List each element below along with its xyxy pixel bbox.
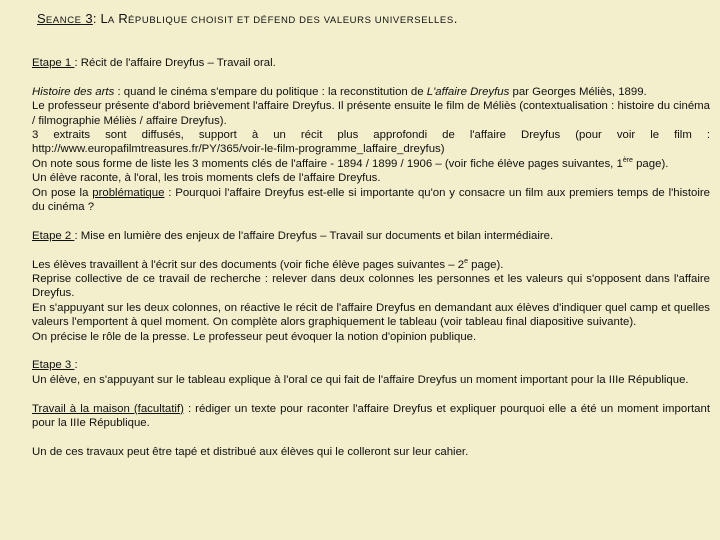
title-s-initial: S bbox=[37, 11, 46, 26]
etape2-label: Etape 2 bbox=[32, 229, 75, 242]
film-title: L'affaire Dreyfus bbox=[426, 85, 510, 98]
etape3-paragraph: Un élève, en s'appuyant sur le tableau explique à l'oral ce qui fait de l'affaire Dreyfus un moment important pour la IIIe République. bbox=[32, 373, 689, 386]
title-r-rest: ÉPUBLIQUE CHOISIT ET DÉFEND DES VALEURS UNIVERSELLES bbox=[128, 15, 454, 26]
etape1-text: : Récit de l'affaire Dreyfus – Travail oral. bbox=[74, 57, 276, 69]
etape2-paragraph: On précise le rôle de la presse. Le professeur peut évoquer la notion d'opinion publique. bbox=[32, 330, 477, 343]
moments-text: On note sous forme de liste les 3 moments clés de l'affaire - 1894 / 1899 / 1906 – (voir fiche élève pages suivantes, 1 bbox=[32, 157, 623, 170]
etape1-paragraph: Le professeur présente d'abord brièvement l'affaire Dreyfus. Il présente ensuite le film de Méliès (contextualisation : histoire du cinéma / filmographie Méliès / affaire Dreyfus). bbox=[32, 100, 710, 127]
documents-text: Les élèves travaillent à l'écrit sur des documents (voir fiche élève pages suivantes – 2 bbox=[32, 258, 465, 271]
problematique-text: : Pourquoi l'affaire Dreyfus est-elle si importante qu'on y consacre un film aux premiers temps de l'histoire du cinéma ? bbox=[32, 186, 710, 214]
title-s-rest: EANCE bbox=[45, 15, 82, 26]
etape2-heading bbox=[32, 229, 710, 243]
etape1-histoire bbox=[32, 85, 710, 99]
problematique-intro: On pose la bbox=[32, 186, 93, 199]
title-l-rest: A bbox=[107, 15, 115, 26]
etape2-paragraph: Reprise collective de ce travail de recherche : relever dans deux colonnes les personnes et les valeurs qui s'opposent dans l'affaire Dreyfus. bbox=[32, 273, 710, 300]
etape3-heading bbox=[32, 358, 710, 372]
page-title bbox=[37, 11, 458, 26]
title-end: . bbox=[453, 11, 458, 26]
title-r-initial: R bbox=[118, 11, 128, 26]
etape1-paragraph: Un élève raconte, à l'oral, les trois moments clefs de l'affaire Dreyfus. bbox=[32, 172, 381, 185]
etape1-paragraph: 3 extraits sont diffusés, support à un récit plus approfondi de l'affaire Dreyfus (pour voir le film : http://www.europafilmtreasures.fr/PY/365/voir-le-film-programme_laffaire_dreyfus) bbox=[32, 129, 710, 156]
etape1-problematique bbox=[32, 186, 710, 215]
etape1-heading bbox=[32, 56, 710, 70]
histoire-text-2: par Georges Méliès, 1899. bbox=[509, 85, 647, 98]
etape2-text: : Mise en lumière des enjeux de l'affaire Dreyfus – Travail sur documents et bilan intermédiaire. bbox=[74, 229, 554, 242]
etape1-label: Etape 1 bbox=[32, 57, 75, 69]
ordinal-sup: ère bbox=[622, 157, 633, 165]
moments-text-end: page). bbox=[632, 157, 669, 170]
title-number: 3 bbox=[81, 11, 93, 26]
histoire-label: Histoire des arts bbox=[32, 85, 115, 98]
etape2-paragraph bbox=[32, 258, 710, 272]
etape3-label: Etape 3 bbox=[32, 359, 75, 372]
etape2-paragraph: En s'appuyant sur les deux colonnes, on réactive le récit de l'affaire Dreyfus en demandant aux élèves d'indiquer quel camp et quelles valeurs l'emportent à quel moment. On complète alors graphiquement le tableau (voir tableau final diapositive suivante). bbox=[32, 301, 710, 329]
ordinal-sup: e bbox=[464, 257, 468, 265]
etape3-colon: : bbox=[74, 359, 78, 372]
histoire-text: : quand le cinéma s'empare du politique : la reconstitution de bbox=[114, 85, 427, 98]
problematique-label: problématique bbox=[92, 186, 165, 199]
travail-label: Travail à la maison (facultatif) bbox=[32, 402, 184, 415]
travail-paragraph bbox=[32, 402, 710, 431]
title-seance bbox=[37, 12, 93, 26]
documents-text-end: page). bbox=[467, 258, 504, 271]
travail-text: : rédiger un texte pour raconter l'affaire Dreyfus et expliquer pourquoi elle a été un moment important pour la IIIe République. bbox=[32, 402, 710, 430]
etape1-paragraph bbox=[32, 157, 710, 171]
document-body bbox=[32, 56, 710, 459]
title-colon: : bbox=[92, 11, 101, 26]
title-l-initial: L bbox=[100, 11, 108, 26]
closing-paragraph: Un de ces travaux peut être tapé et distribué aux élèves qui le colleront sur leur cahier. bbox=[32, 445, 469, 458]
